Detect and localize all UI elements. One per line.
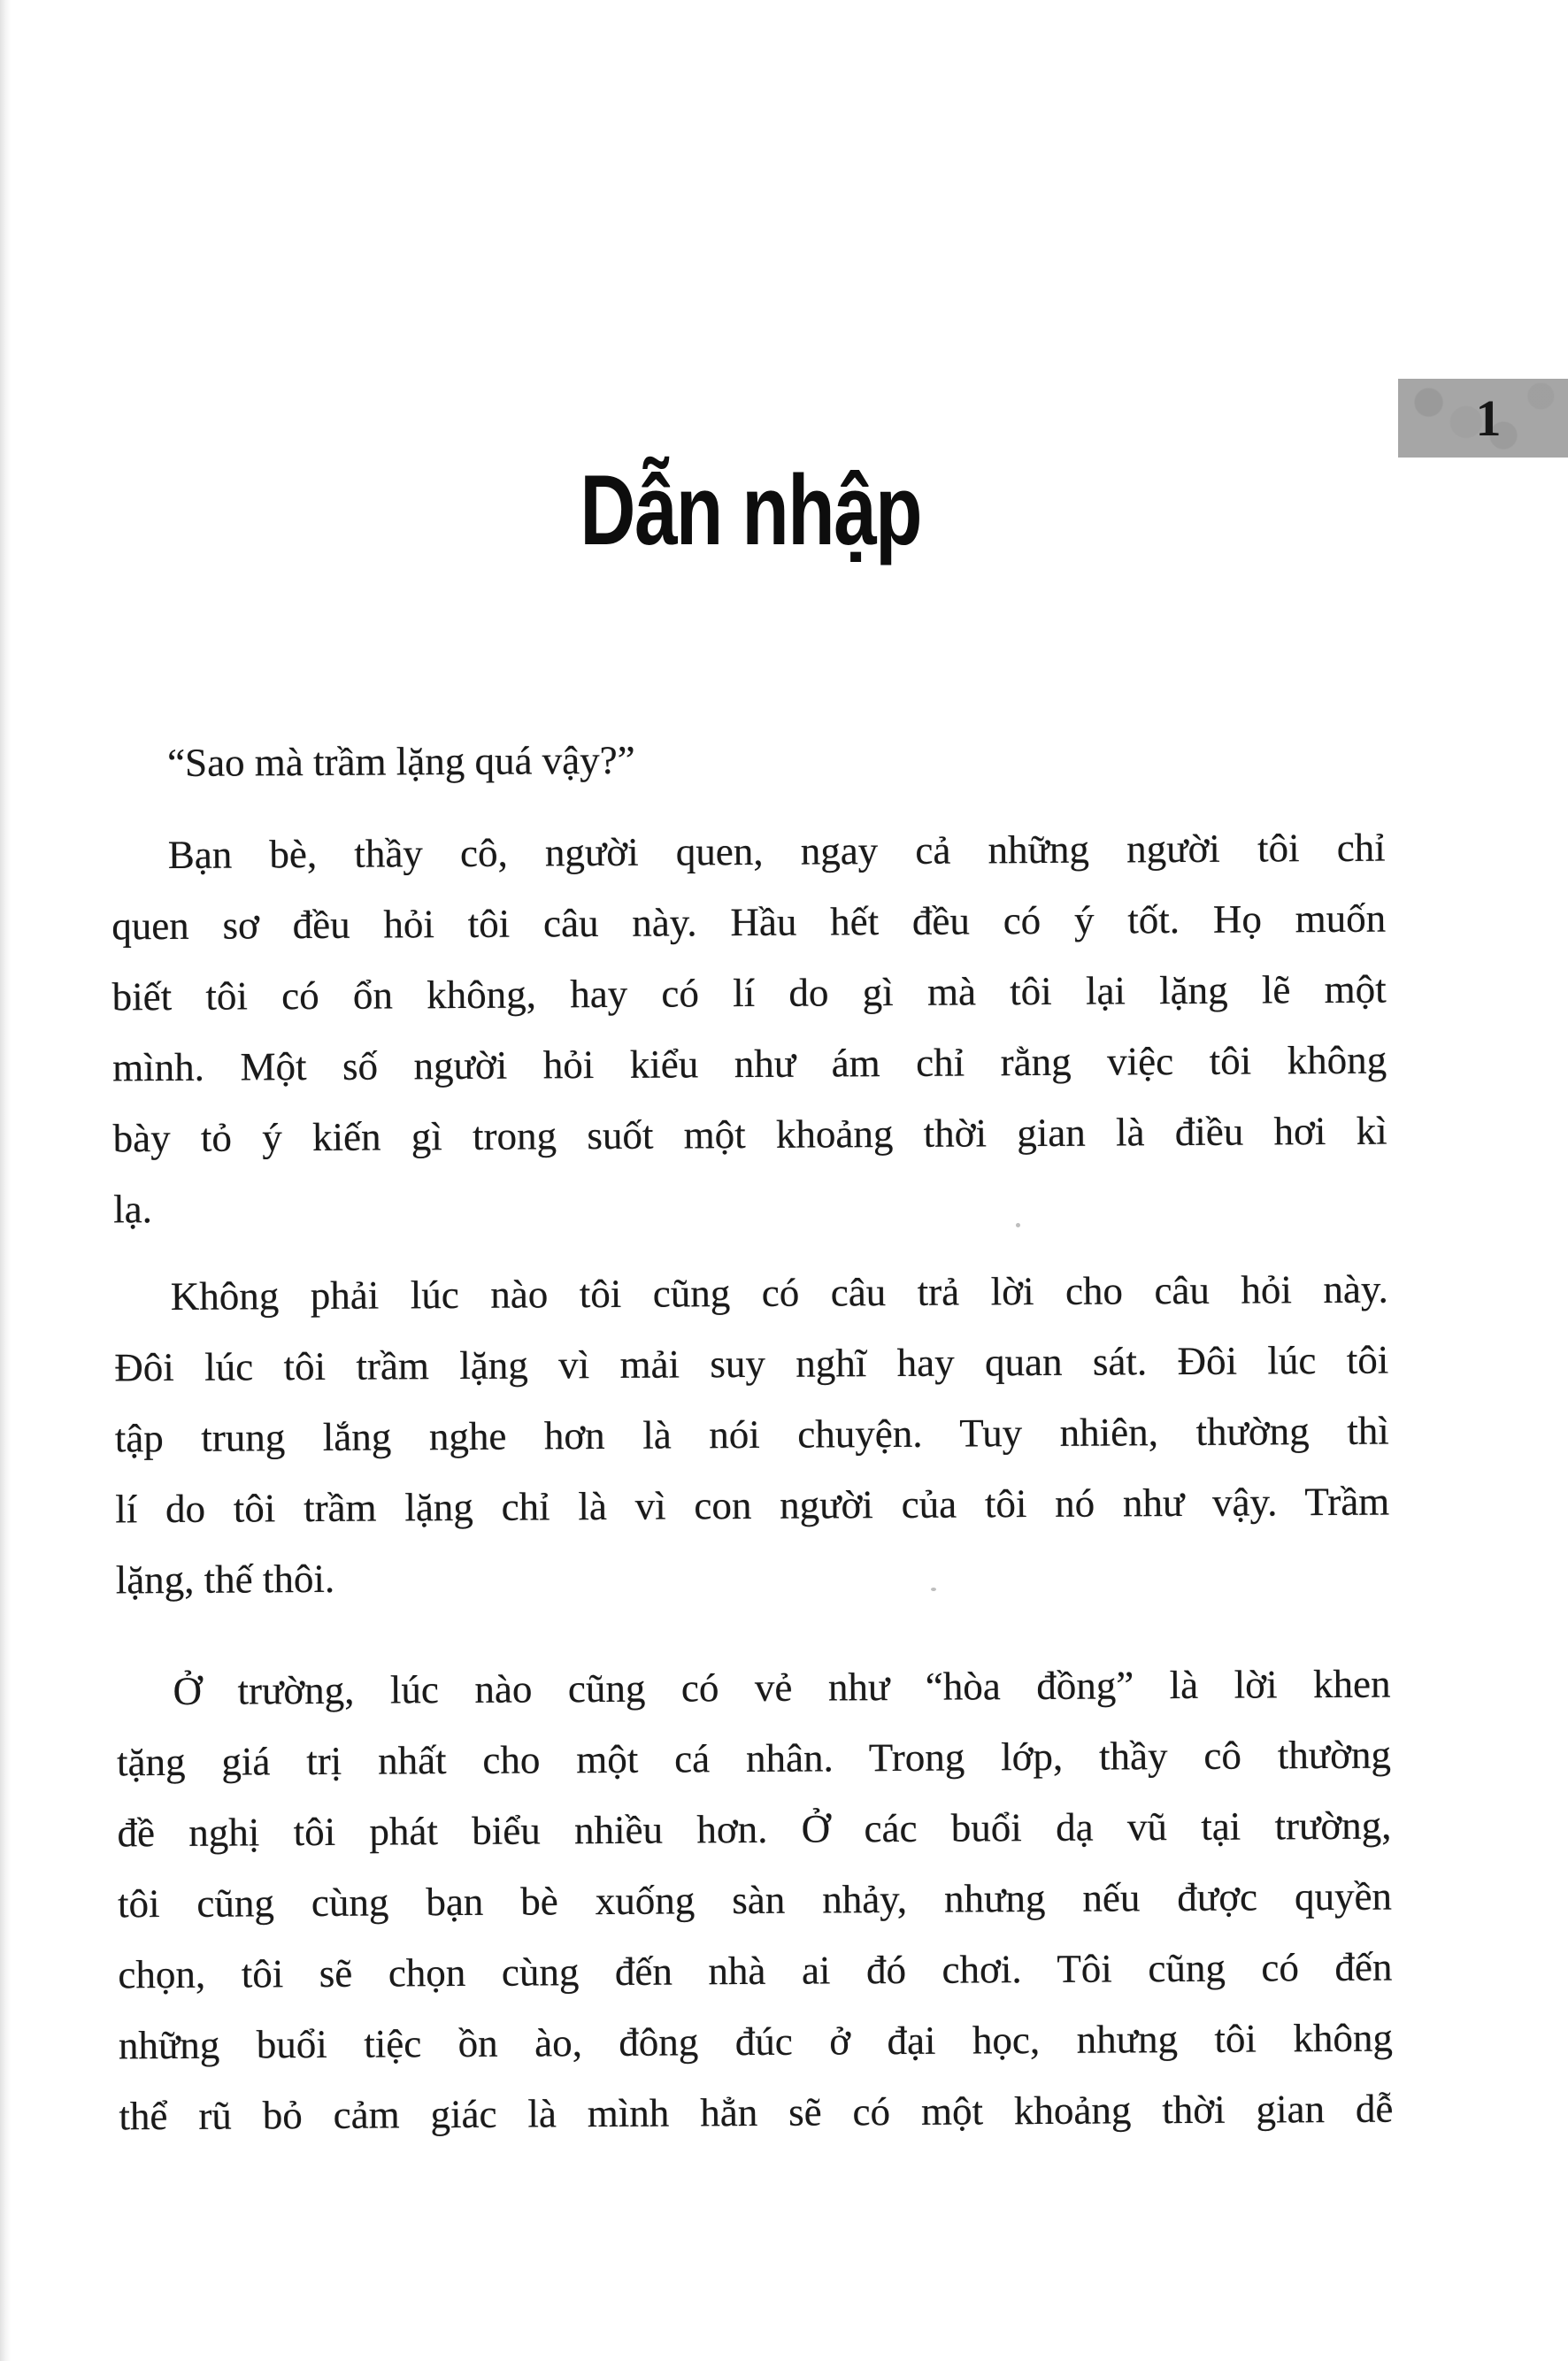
text-line: Ở trường, lúc nào cũng có vẻ như “hòa đồng” là lời khen [173, 1661, 1391, 1713]
text-line: đề nghị tôi phát biểu nhiều hơn. Ở các buổi dạ vũ tại trường, [117, 1803, 1392, 1856]
text-line: biết tôi có ổn không, hay có lí do gì mà tôi lại lặng lẽ một [111, 966, 1387, 1019]
text-line: Bạn bè, thầy cô, người quen, ngay cả những người tôi chỉ [167, 825, 1386, 878]
page-edge-shadow [0, 0, 11, 2361]
text-line: lạ. [113, 1187, 153, 1232]
text-line: mình. Một số người hỏi kiểu như ám chỉ rằng việc tôi không [112, 1037, 1387, 1090]
text-line: chọn, tôi sẽ chọn cùng đến nhà ai đó chơi. Tôi cũng có đến [118, 1944, 1393, 1997]
text-line: những buổi tiệc ồn ào, đông đúc ở đại học, nhưng tôi không [118, 2015, 1394, 2068]
paragraph [111, 812, 1387, 1245]
scan-speck [931, 1588, 936, 1591]
scan-speck [1016, 1223, 1020, 1227]
text-line: tặng giá trị nhất cho một cá nhân. Trong lớp, thầy cô thường [116, 1732, 1392, 1785]
text-line: Không phải lúc nào tôi cũng có câu trả lời cho câu hỏi này. [170, 1266, 1388, 1319]
chapter-number: 1 [1475, 389, 1502, 447]
text-line: quen sơ đều hỏi tôi câu này. Hầu hết đều có ý tốt. Họ muốn [111, 896, 1387, 949]
body-text [106, 0, 1395, 2361]
paragraph [116, 1649, 1393, 2152]
page-title: Dẫn nhập [580, 455, 921, 565]
text-line: Đôi lúc tôi trầm lặng vì mải suy nghĩ hay quan sát. Đôi lúc tôi [114, 1337, 1389, 1390]
text-line: lí do tôi trầm lặng chỉ là vì con người của tôi nó như vậy. Trầm [115, 1479, 1390, 1532]
text-line: lặng, thế thôi. [115, 1556, 335, 1603]
paragraph [114, 1254, 1390, 1616]
text-line: thể rũ bỏ cảm giác là mình hẳn sẽ có một khoảng thời gian dễ [119, 2086, 1394, 2139]
chapter-number-box [1398, 379, 1568, 458]
text-line: tập trung lắng nghe hơn là nói chuyện. Tuy nhiên, thường thì [114, 1408, 1389, 1461]
text-line: tôi cũng cùng bạn bè xuống sàn nhảy, nhưng nếu được quyền [117, 1873, 1393, 1926]
text-line: bày tỏ ý kiến gì trong suốt một khoảng thời gian là điều hơi kì [112, 1108, 1387, 1161]
text-line: “Sao mà trầm lặng quá vậy?” [166, 737, 635, 786]
paragraph [111, 720, 1385, 799]
